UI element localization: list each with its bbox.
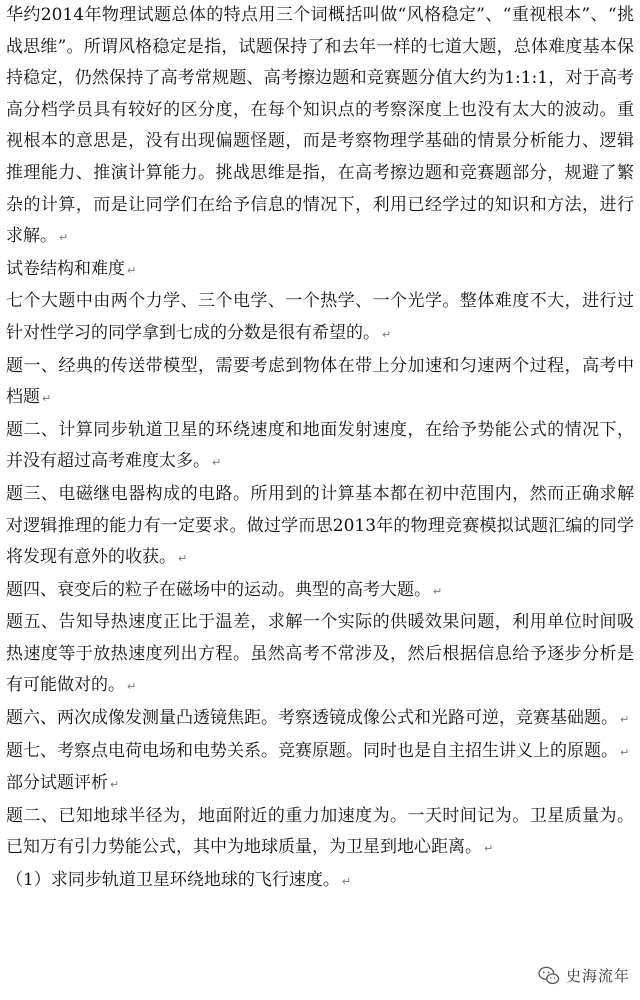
paragraph-mark-icon: ↵ <box>178 552 188 566</box>
section-heading-analysis <box>6 768 634 801</box>
paragraph-question-1 <box>6 351 634 415</box>
paragraph-question-4 <box>6 575 634 608</box>
paragraph-mark-icon: ↵ <box>620 713 630 727</box>
paragraph-mark-icon: ↵ <box>620 745 630 759</box>
document-page <box>6 0 634 898</box>
paragraph-mark-icon: ↵ <box>382 327 392 341</box>
paragraph-mark-icon: ↵ <box>42 392 52 406</box>
section-heading-structure <box>6 254 634 287</box>
paragraph-question-6 <box>6 703 634 736</box>
heading-text: 部分试题评析 <box>6 773 108 794</box>
paragraph-question-2 <box>6 415 634 479</box>
paragraph-mark-icon: ↵ <box>484 842 494 856</box>
paragraph-overview <box>6 0 634 254</box>
paragraph-analysis-question-2 <box>6 801 634 865</box>
paragraph-mark-icon: ↵ <box>127 680 137 694</box>
paragraph-mark-icon: ↵ <box>212 456 222 470</box>
heading-text: 试卷结构和难度 <box>6 258 125 279</box>
wechat-icon <box>538 966 560 986</box>
paragraph-text: （1）求同步轨道卫星环绕地球的飞行速度。 <box>6 870 340 891</box>
paragraph-subquestion-1 <box>6 865 634 898</box>
paragraph-text: 七个大题中由两个力学、三个电学、一个热学、一个光学。整体难度不大，进行过针对性学习的同学拿到七成的分数是很有希望的。 <box>6 291 634 343</box>
paragraph-text: 题一、经典的传送带模型，需要考虑到物体在带上分加速和匀速两个过程，高考中档题 <box>6 355 634 408</box>
paragraph-text: 题六、两次成像发测量凸透镜焦距。考察透镜成像公式和光路可逆，竞赛基础题。 <box>6 708 618 729</box>
paragraph-question-3 <box>6 479 634 575</box>
paragraph-text: 题二、计算同步轨道卫星的环绕速度和地面发射速度，在给予势能公式的情况下，并没有超过高考难度太多。 <box>6 419 634 472</box>
paragraph-text: 题二、已知地球半径为，地面附近的重力加速度为。一天时间记为。卫星质量为。已知万有引力势能公式，其中为地球质量，为卫星到地心距离。 <box>6 805 634 858</box>
paragraph-mark-icon: ↵ <box>341 875 352 889</box>
paragraph-mark-icon: ↵ <box>59 231 69 245</box>
paragraph-question-5 <box>6 607 634 703</box>
paragraph-text: 华约2014年物理试题总体的特点用三个词概括叫做“风格稳定”、“重视根本”、“挑战思维”。所谓风格稳定是指，试题保持了和去年一样的七道大题，总体难度基本保持稳定，仍然保持了高考常规题、高考擦边题和竞赛题分值大约为1:1:1，对于高考高分档学员具有较好的区分度，在每个知识点的考察深度上也没有太大的波动。重视根本的意思是，没有出现偏题怪题，而是考察物理学基础的情景分析能力、逻辑推理能力、推演计算能力。挑战思维是指，在高考擦边题和竞赛题部分，规避了繁杂的计算，而是让同学们在给予信息的情况下，利用已经学过的知识和方法，进行求解。 <box>6 5 634 247</box>
paragraph-text: 题五、告知导热速度正比于温差，求解一个实际的供暖效果问题，利用单位时间吸热速度等于放热速度列出方程。虽然高考不常涉及，然后根据信息给予逐步分析是有可能做对的。 <box>6 612 634 696</box>
paragraph-text: 题四、衰变后的粒子在磁场中的运动。典型的高考大题。 <box>6 579 431 600</box>
watermark-text: 史海流年 <box>565 967 630 985</box>
paragraph-mark-icon: ↵ <box>433 584 443 598</box>
paragraph-text: 题七、考察点电荷电场和电势关系。竞赛原题。同时也是自主招生讲义上的原题。 <box>6 740 618 761</box>
wechat-watermark <box>536 965 632 986</box>
paragraph-mark-icon: ↵ <box>127 263 137 277</box>
paragraph-text: 题三、电磁继电器构成的电路。所用到的计算基本都在初中范围内，然而正确求解对逻辑推理的能力有一定要求。做过学而思2013年的物理竞赛模拟试题汇编的同学将发现有意外的收获。 <box>6 483 634 568</box>
paragraph-question-7 <box>6 736 634 769</box>
paragraph-mark-icon: ↵ <box>110 778 120 792</box>
paragraph-structure <box>6 286 634 350</box>
